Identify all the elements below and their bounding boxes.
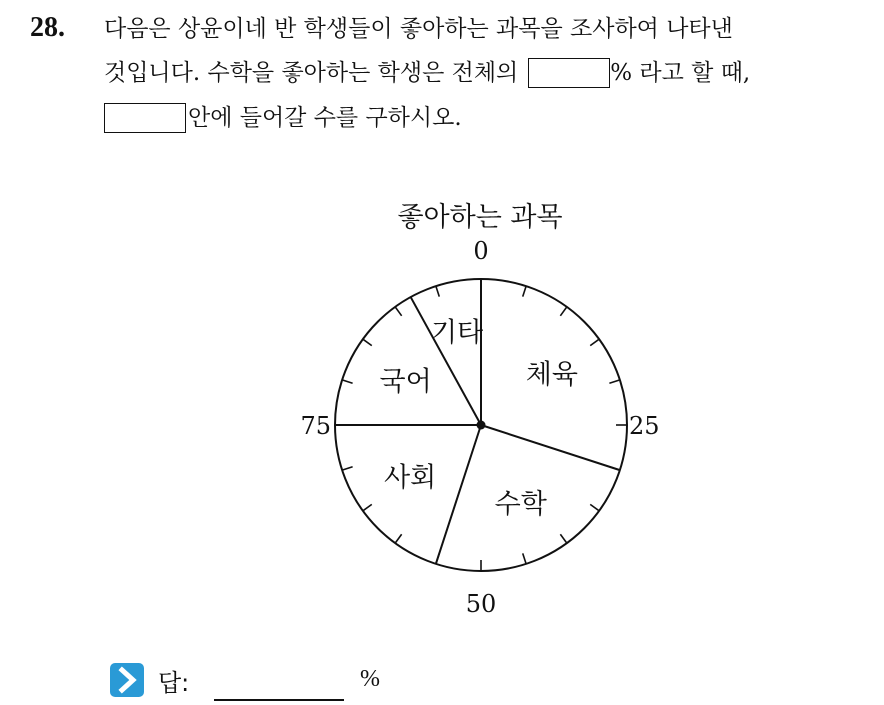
slice-label: 체육 <box>525 359 578 391</box>
slice-label: 국어 <box>379 366 432 398</box>
tick-mark <box>395 534 401 543</box>
tick-mark <box>363 339 372 345</box>
chevron-right-icon <box>110 663 144 697</box>
tick-mark <box>590 504 599 510</box>
tick-mark <box>395 307 401 316</box>
tick-mark <box>609 380 619 383</box>
slice-boundary <box>481 425 620 470</box>
question-text-1: 다음은 상윤이네 반 학생들이 좋아하는 과목을 조사하여 나타낸 <box>104 16 733 42</box>
question-number: 28. <box>30 12 65 43</box>
tick-mark <box>342 380 352 383</box>
tick-mark <box>523 286 526 296</box>
question-text-3: 안에 들어갈 수를 구하시오. <box>188 105 462 131</box>
chart-title: 좋아하는 과목 <box>397 202 563 233</box>
tick-mark <box>363 504 372 510</box>
slice-label: 사회 <box>384 462 437 494</box>
scale-label: 75 <box>300 412 331 440</box>
scale-label: 50 <box>465 590 497 618</box>
tick-mark <box>523 553 526 563</box>
tick-mark <box>560 307 566 316</box>
slice-boundary <box>436 425 481 564</box>
tick-mark <box>342 467 352 470</box>
pie-center-dot <box>477 421 486 430</box>
answer-label: 답: <box>158 669 190 697</box>
tick-mark <box>560 534 566 543</box>
slice-label: 수학 <box>494 489 547 521</box>
tick-mark <box>436 286 439 296</box>
scale-label: 25 <box>629 412 660 440</box>
question-text-2a: 것입니다. 수학을 좋아하는 학생은 전체의 <box>104 60 519 86</box>
tick-mark <box>590 339 599 345</box>
scale-label: 0 <box>473 237 489 265</box>
slice-boundary <box>411 297 484 425</box>
answer-input-line[interactable] <box>214 699 344 701</box>
slice-label: 기타 <box>430 317 484 349</box>
question-text-2b: % 라고 할 때, <box>610 60 751 86</box>
answer-unit: % <box>360 666 380 692</box>
